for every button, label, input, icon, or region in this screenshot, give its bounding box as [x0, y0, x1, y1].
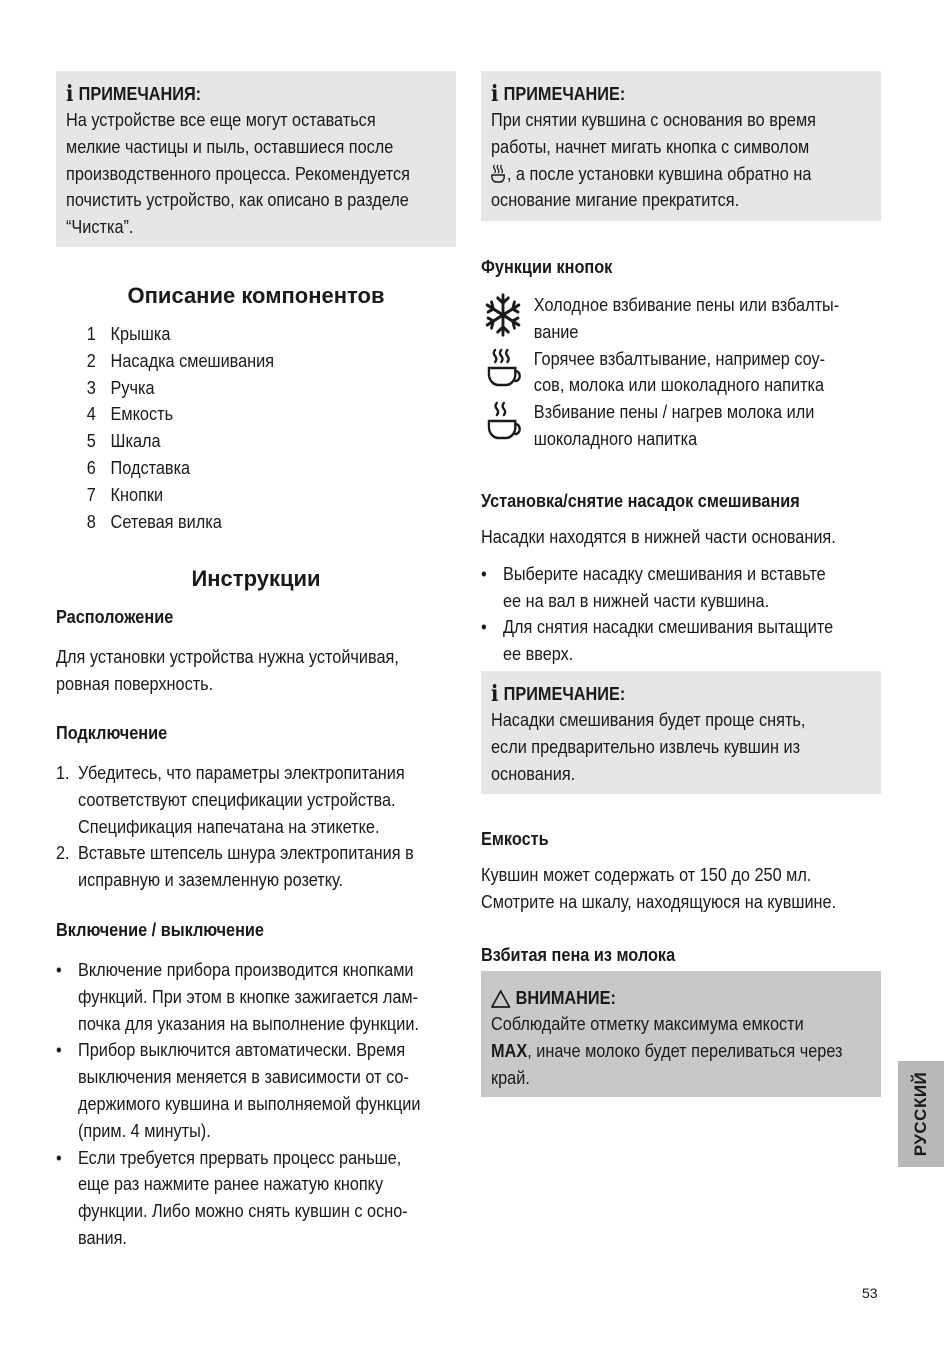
list-item: 5 Шкала: [86, 430, 161, 452]
placement-section: [56, 604, 456, 698]
list-item: 2. Вставьте штепсель шнура электропитания в исправную и заземленную розетку.: [56, 842, 414, 891]
note-line: , а после установки кувшина обратно на: [491, 161, 871, 188]
section-heading: Расположение: [56, 606, 174, 627]
note-line: почистить устройство, как описано в разделе: [66, 189, 409, 211]
list-item: 6 Подставка: [86, 456, 191, 478]
list-item: • Прибор выключится автоматически. Время выключения меняется в зависимости от со- держимого кувшина и выполняемой функции (прим. 4 минуты).: [56, 1037, 456, 1144]
hot-cup-icon: [491, 163, 507, 183]
onoff-section: [56, 917, 456, 1252]
note-line: основание мигание прекратится.: [491, 189, 740, 211]
info-icon: i: [491, 81, 499, 107]
language-tab-label: РУССКИЙ: [911, 1071, 930, 1157]
page-number: 53: [862, 1285, 878, 1301]
hot-cup-icon: [481, 346, 534, 400]
paragraph-line: Смотрите на шкалу, находящуюся на кувшине.: [481, 890, 837, 912]
info-icon: i: [66, 81, 74, 107]
warning-box: [481, 971, 881, 1097]
bullet-icon: •: [56, 1146, 62, 1168]
list-item: 7 Кнопки: [86, 483, 164, 505]
warm-cup-icon: [481, 399, 534, 453]
snowflake-icon: [481, 292, 534, 346]
list-item: Горячее взбалтывание, например соу- сов, молока или шоколадного напитка: [481, 346, 881, 400]
note-line: мелкие частицы и пыль, оставшиеся после: [66, 135, 394, 157]
note-title: ПРИМЕЧАНИЕ:: [503, 683, 626, 704]
note-box: [481, 671, 881, 794]
section-heading: Подключение: [56, 722, 168, 743]
list-item: 4 Емкость: [86, 403, 174, 425]
section-heading: Функции кнопок: [481, 256, 613, 277]
max-label: MAX: [491, 1039, 528, 1061]
bullet-icon: •: [481, 616, 487, 638]
warning-line: край.: [491, 1066, 530, 1088]
paragraph-line: Насадки находятся в нижней части основания.: [481, 526, 836, 547]
list-item: 8 Сетевая вилка: [86, 510, 222, 532]
language-tab: [898, 1061, 944, 1167]
note-line: основания.: [491, 762, 576, 784]
paragraph-line: ровная поверхность.: [56, 672, 214, 694]
note-line: На устройстве все еще могут оставаться: [66, 109, 376, 130]
note-title: ПРИМЕЧАНИЕ:: [503, 83, 626, 104]
list-item: 3 Ручка: [86, 376, 155, 398]
paragraph-line: Кувшин может содержать от 150 до 250 мл.: [481, 864, 812, 885]
note-box: [56, 71, 456, 247]
note-line: При снятии кувшина с основания во время: [491, 109, 816, 130]
note-line: если предварительно извлечь кувшин из: [491, 735, 801, 757]
paragraph-line: Для установки устройства нужна устойчивая,: [56, 646, 399, 667]
list-item: Взбивание пены / нагрев молока или шоколадного напитка: [481, 399, 881, 453]
components-heading: Описание компонентов: [127, 283, 385, 308]
section-heading: Включение / выключение: [56, 919, 264, 940]
list-item: 2 Насадка смешивания: [86, 349, 275, 371]
bullet-icon: •: [56, 959, 62, 980]
list-item: Холодное взбивание пены или взбалты- вание: [481, 292, 881, 346]
list-item: 1. Убедитесь, что параметры электропитания соответствуют спецификации устройства. Спецификация напечатана на этикетке.: [56, 762, 405, 837]
list-item: 1 Крышка: [86, 323, 171, 344]
section-heading: Установка/снятие насадок смешивания: [481, 490, 800, 511]
note-title: ПРИМЕЧАНИЯ:: [78, 83, 202, 104]
note-line: Насадки смешивания будет проще снять,: [491, 709, 806, 730]
list-item: • Если требуется прервать процесс раньше, еще раз нажмите ранее нажатую кнопку функции. Либо можно снять кувшин с осно- вания.: [56, 1145, 456, 1252]
warning-line: Соблюдайте отметку максимума емкости: [491, 1013, 804, 1034]
connection-section: [56, 720, 456, 894]
note-line: работы, начнет мигать кнопка с символом: [491, 135, 810, 157]
section-heading: Взбитая пена из молока: [481, 944, 676, 965]
capacity-section: [481, 826, 881, 916]
bullet-icon: •: [56, 1039, 62, 1061]
bullet-icon: •: [481, 562, 487, 584]
note-box: [481, 71, 881, 221]
attachments-section: [481, 488, 881, 668]
section-heading: Емкость: [481, 828, 549, 849]
note-line: производственного процесса. Рекомендуется: [66, 162, 410, 184]
warning-triangle-icon: [491, 989, 510, 1007]
components-list: [56, 321, 456, 535]
instructions-heading: Инструкции: [191, 566, 321, 591]
list-item: • Выберите насадку смешивания и вставьте ее на вал в нижней части кувшина.: [481, 561, 881, 615]
button-functions-section: [481, 254, 881, 453]
list-item: • Для снятия насадки смешивания вытащите ее вверх.: [481, 614, 881, 668]
list-item: • Включение прибора производится кнопками функций. При этом в кнопке зажигается лам- почка для указания на выполнение функции.: [56, 957, 456, 1037]
info-icon: i: [491, 681, 499, 707]
warning-title: ВНИМАНИЕ:: [515, 987, 616, 1008]
note-line: “Чистка”.: [66, 216, 134, 238]
warning-line: MAX, иначе молоко будет переливаться через: [491, 1039, 843, 1061]
